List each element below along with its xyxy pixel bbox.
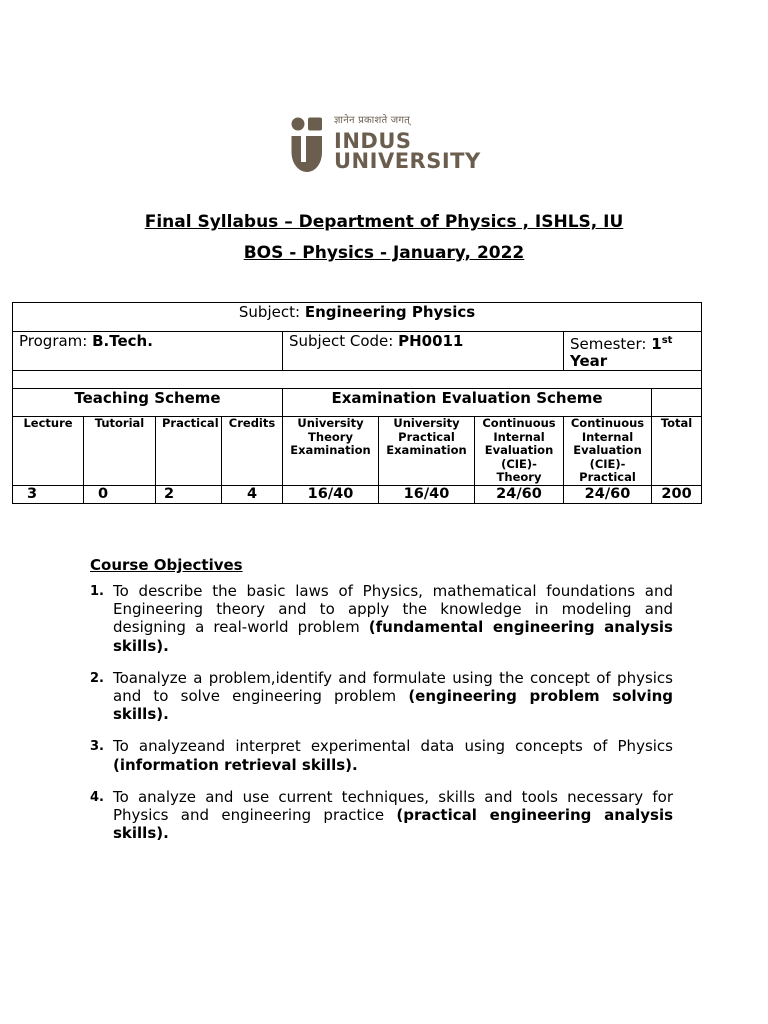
indus-logo-icon: [290, 114, 326, 174]
item-number: 2.: [90, 670, 104, 686]
subject-code-label: Subject Code:: [289, 332, 394, 350]
column-header: Practical: [156, 417, 222, 486]
program-label: Program:: [19, 332, 88, 350]
subject-code-value: PH0011: [398, 332, 464, 350]
program-cell: [13, 332, 283, 371]
page-subtitle: BOS - Physics - January, 2022: [243, 243, 525, 263]
page-title: Final Syllabus – Department of Physics , ISHLS, IU: [144, 212, 624, 232]
logo-text-university: UNIVERSITY: [334, 149, 481, 173]
logo-text-indus: INDUS: [334, 129, 412, 153]
semester-label: Semester:: [570, 335, 647, 353]
list-item: 3. To analyzeand interpret experimental data using concepts of Physics (information retrieval skills).: [90, 737, 673, 774]
column-header: Continuous Internal Evaluation (CIE)- Theory: [475, 417, 564, 486]
column-header: University Theory Examination: [283, 417, 379, 486]
program-value: B.Tech.: [92, 332, 153, 350]
table-cell: 0: [84, 486, 156, 504]
course-objectives-title: Course Objectives: [90, 556, 243, 574]
subject-cell: [13, 303, 702, 332]
subject-label: Subject:: [238, 303, 301, 321]
column-header: Credits: [222, 417, 283, 486]
table-cell: 24/60: [564, 486, 652, 504]
table-cell: 16/40: [283, 486, 379, 504]
teaching-scheme-header: Teaching Scheme: [13, 389, 283, 417]
list-item: 2. Toanalyze a problem,identify and formulate using the concept of physics and to solve engineering problem (engineering problem solving skills).: [90, 668, 673, 724]
logo-tagline: ज्ञानेन प्रकाशते जगत्: [334, 115, 411, 126]
spacer-row: [13, 371, 702, 389]
course-objectives-section: [90, 556, 673, 856]
list-item: 4. To analyze and use current techniques, skills and tools necessary for Physics and engineering practice (practical engineering analysis skills).: [90, 787, 674, 843]
objectives-list: [90, 582, 673, 842]
column-header: Lecture: [13, 417, 84, 486]
column-header: Total: [652, 417, 702, 486]
table-cell: 3: [13, 486, 84, 504]
column-header: University Practical Examination: [379, 417, 475, 486]
empty-header-cell: [652, 389, 702, 417]
column-header: Continuous Internal Evaluation (CIE)- Practical: [564, 417, 652, 486]
table-cell: 200: [652, 486, 702, 504]
table-cell: 2: [156, 486, 222, 504]
table-cell: 16/40: [379, 486, 475, 504]
syllabus-table: [12, 302, 702, 504]
subject-value: Engineering Physics: [304, 303, 476, 321]
list-item: 1. To describe the basic laws of Physics, mathematical foundations and Engineering theory and to apply the knowledge in modeling and designing a real-world problem (fundamental engineering analysis skills).: [90, 582, 673, 655]
table-cell: 24/60: [475, 486, 564, 504]
university-logo: [290, 110, 480, 172]
semester-value: 1st Year: [570, 335, 673, 370]
exam-scheme-header: Examination Evaluation Scheme: [283, 389, 652, 417]
item-number: 3.: [90, 739, 104, 755]
semester-cell: [564, 332, 702, 371]
table-cell: 4: [222, 486, 283, 504]
item-number: 1.: [90, 584, 104, 599]
item-number: 4.: [90, 789, 104, 805]
subject-code-cell: [283, 332, 564, 371]
column-header: Tutorial: [84, 417, 156, 486]
